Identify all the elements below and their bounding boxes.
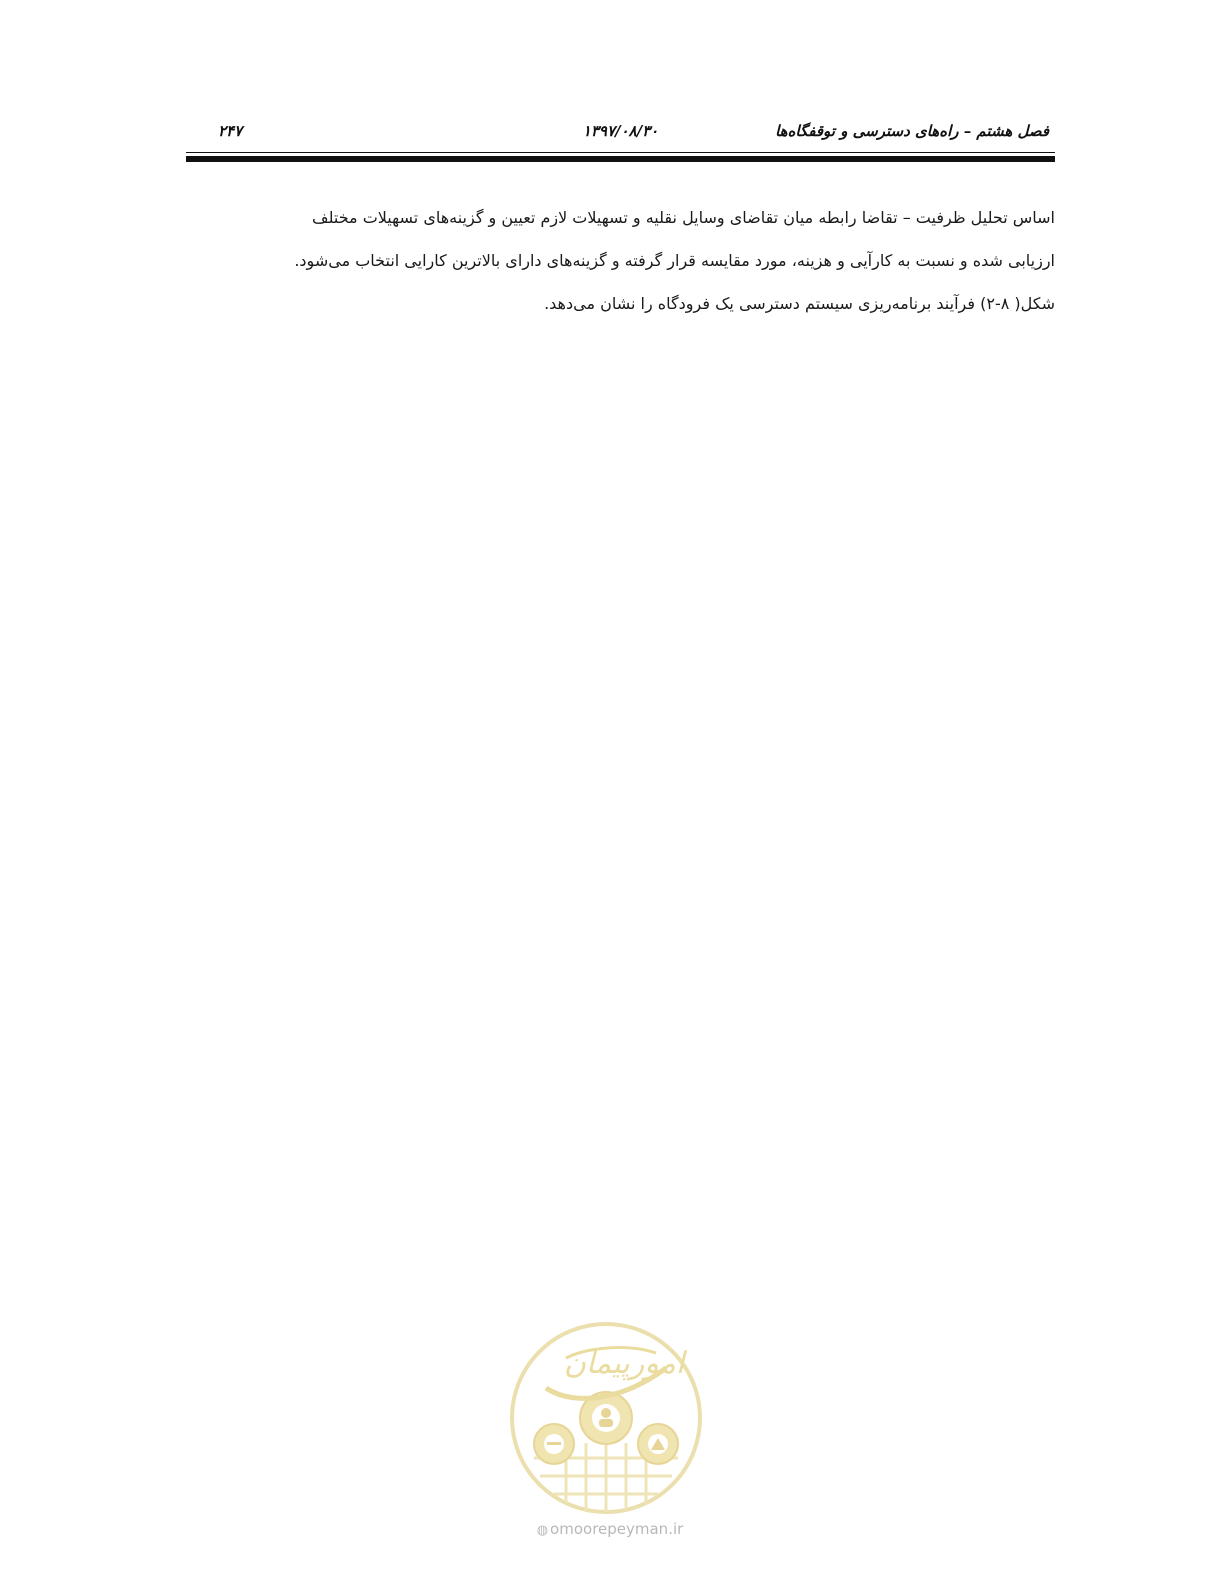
page-number: ۲۴۷ <box>218 122 243 140</box>
body-paragraph <box>186 196 1055 325</box>
watermark-url-text: omoorepeyman.ir <box>550 1520 684 1538</box>
header-rule-thick <box>186 156 1055 162</box>
watermark-logo <box>506 1318 706 1518</box>
watermark-logo-text: امورپیمان <box>563 1346 685 1381</box>
header-date: ۱۳۹۷/۰۸/۳۰ <box>582 122 659 140</box>
chapter-title: فصل هشتم – راه‌های دسترسی و توقفگاه‌ها <box>775 122 1049 140</box>
watermark-url <box>520 1520 700 1538</box>
page-header <box>186 118 1055 148</box>
globe-icon: ◍ <box>536 1523 549 1538</box>
body-line-1: اساس تحلیل ظرفیت – تقاضا رابطه میان تقاضای وسایل نقلیه و تسهیلات لازم تعیین و گزینه‌های تسهیلات مختلف <box>312 208 1055 227</box>
body-line-3: شکل( ۸-۲) فرآیند برنامه‌ریزی سیستم دسترسی یک فرودگاه را نشان می‌دهد. <box>544 294 1055 313</box>
body-line-2: ارزیابی شده و نسبت به کارآیی و هزینه، مورد مقایسه قرار گرفته و گزینه‌های دارای بالاترین کارایی انتخاب می‌شود. <box>294 251 1055 270</box>
header-rule-thin <box>186 152 1055 153</box>
